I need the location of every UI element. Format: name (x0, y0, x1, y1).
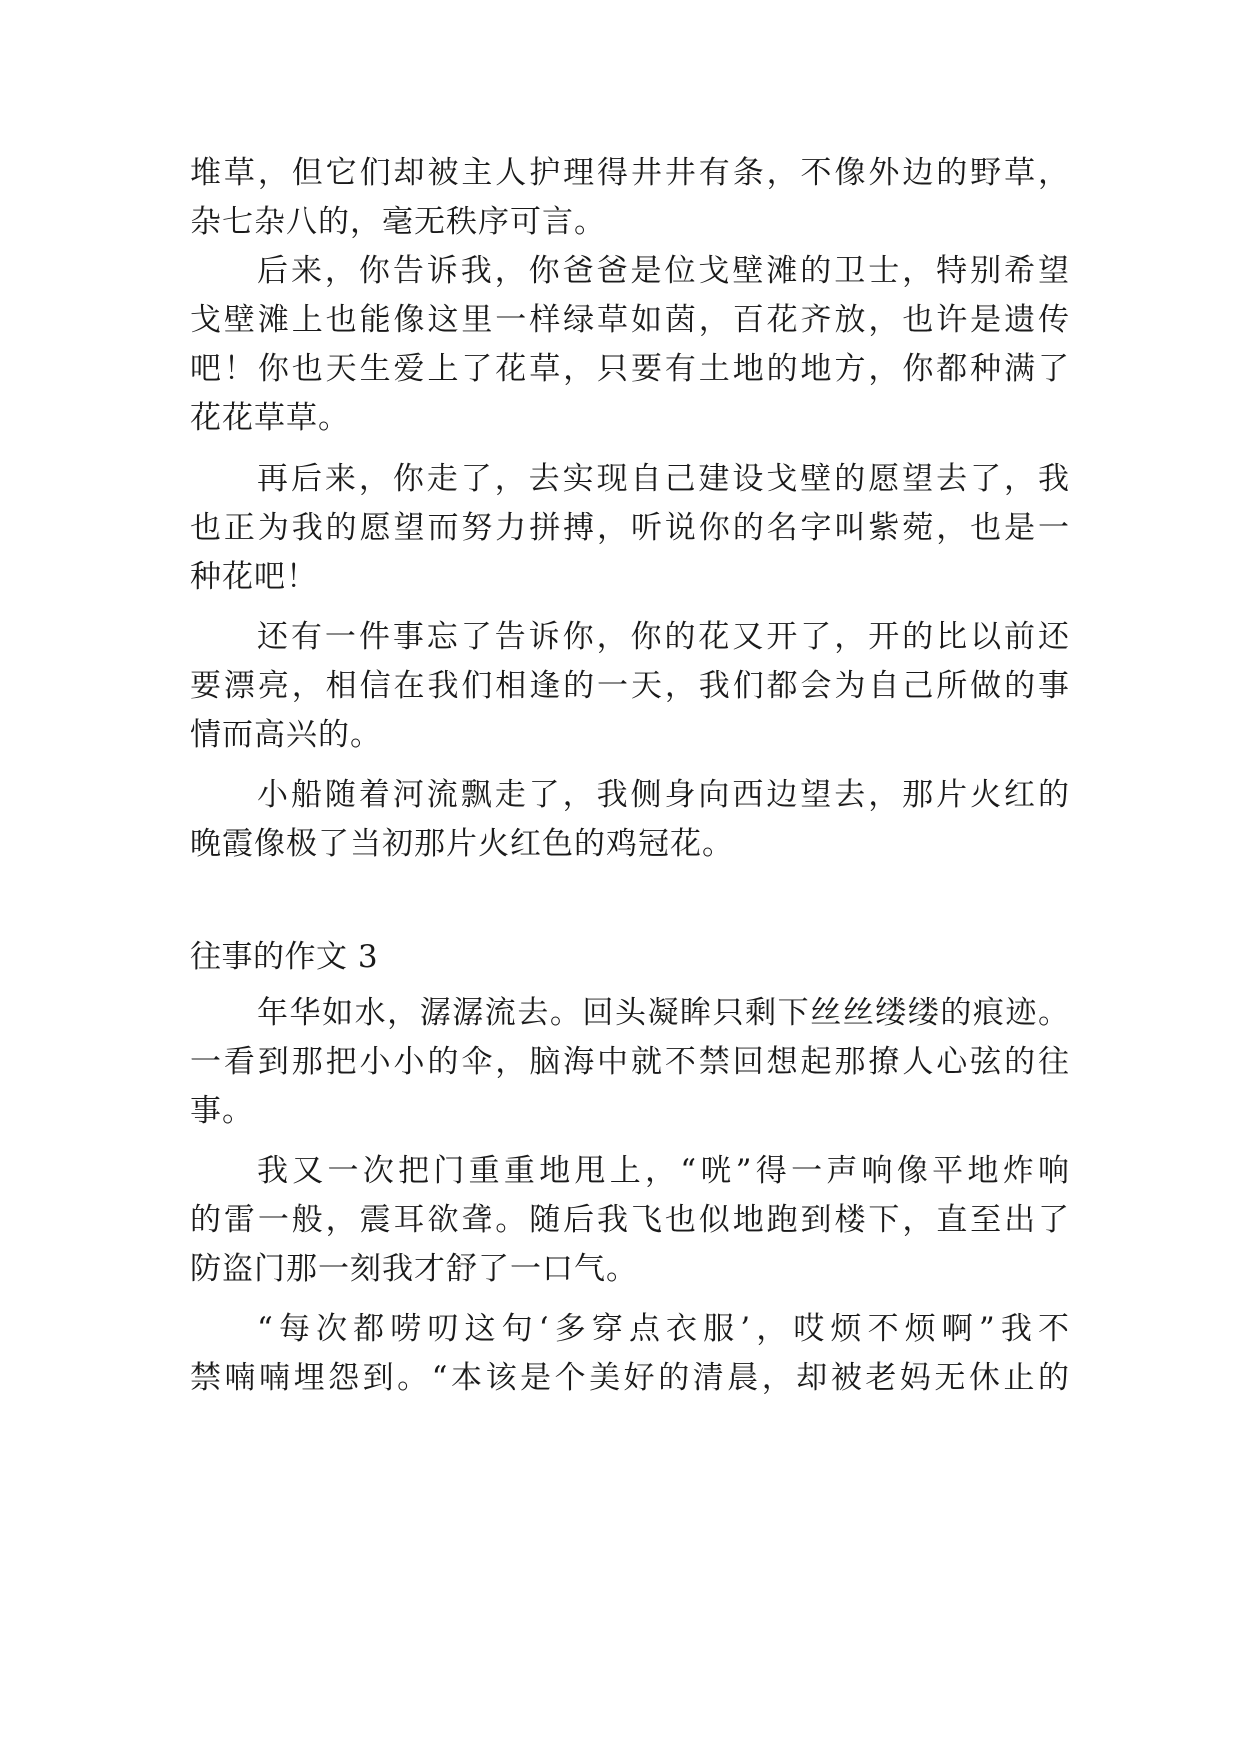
paragraph-line: 再后来，你走了，去实现自己建设戈壁的愿望去了，我 (257, 461, 1070, 497)
paragraph-line: 晚霞像极了当初那片火红色的鸡冠花。 (190, 826, 734, 862)
paragraph-line: 花花草草。 (190, 400, 350, 436)
paragraph-line: 杂七杂八的，毫无秩序可言。 (190, 204, 606, 240)
paragraph-line: “每次都唠叨这句‘多穿点衣服’，哎烦不烦啊”我不 (257, 1311, 1070, 1347)
paragraph-line: 一看到那把小小的伞，脑海中就不禁回想起那撩人心弦的往 (190, 1044, 1070, 1080)
paragraph-line: 堆草，但它们却被主人护理得井井有条，不像外边的野草， (190, 155, 1070, 191)
paragraph-line: 也正为我的愿望而努力拼搏，听说你的名字叫紫菀，也是一 (190, 510, 1070, 546)
paragraph-line: 要漂亮，相信在我们相逢的一天，我们都会为自己所做的事 (190, 668, 1070, 704)
paragraph-line: 吧！你也天生爱上了花草，只要有土地的地方，你都种满了 (190, 351, 1070, 387)
paragraph-line: 事。 (190, 1093, 254, 1129)
paragraph-line: 禁喃喃埋怨到。“本该是个美好的清晨，却被老妈无休止的 (190, 1360, 1070, 1396)
paragraph-line: 还有一件事忘了告诉你，你的花又开了，开的比以前还 (257, 619, 1070, 655)
paragraph-line: 小船随着河流飘走了，我侧身向西边望去，那片火红的 (257, 777, 1070, 813)
paragraph-line: 种花吧！ (190, 559, 318, 595)
paragraph-line: 我又一次把门重重地甩上，“咣”得一声响像平地炸响 (257, 1153, 1070, 1189)
paragraph-line: 年华如水，潺潺流去。回头凝眸只剩下丝丝缕缕的痕迹。 (257, 995, 1070, 1031)
paragraph-line: 后来，你告诉我，你爸爸是位戈壁滩的卫士，特别希望 (257, 253, 1070, 289)
section-title: 往事的作文 3 (190, 939, 379, 975)
paragraph-line: 情而高兴的。 (190, 717, 382, 753)
paragraph-line: 防盗门那一刻我才舒了一口气。 (190, 1251, 638, 1287)
paragraph-line: 戈壁滩上也能像这里一样绿草如茵，百花齐放，也许是遗传 (190, 302, 1070, 338)
paragraph-line: 的雷一般，震耳欲聋。随后我飞也似地跑到楼下，直至出了 (190, 1202, 1070, 1238)
